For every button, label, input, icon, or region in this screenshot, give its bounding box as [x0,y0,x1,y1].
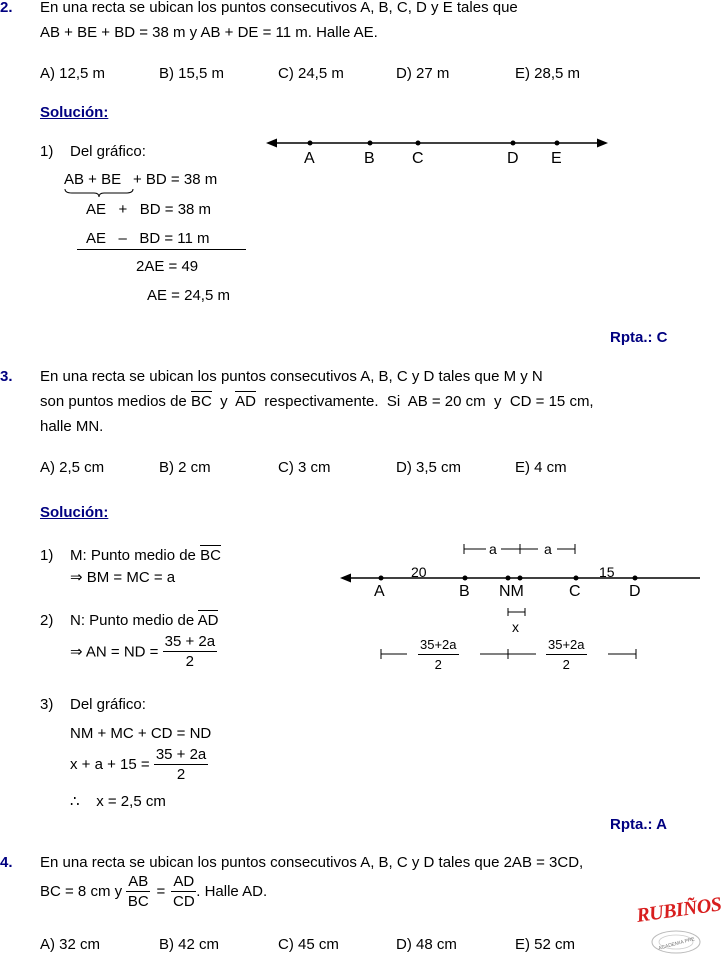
p3-option-d: D) 3,5 cm [396,459,462,476]
p3-step2-fraction [163,633,217,670]
problem-2-number: 2. [0,0,13,16]
p4-frac2-num: AD [173,873,195,890]
p2-point-c: C [412,150,424,167]
p3-step3-text: Del gráfico: [70,696,146,713]
p4-option-b: B) 42 cm [159,936,220,953]
p2-eq1-rest: + BD = 38 m [133,171,218,188]
p3-point-c: C [569,583,581,600]
problem-2-statement [40,0,672,45]
p3-eq2-frac-den: 2 [176,766,186,783]
p4-frac1-num: AB [128,873,149,890]
p3-line2-post: respectivamente. Si AB = 20 cm y CD = 15 cm, [255,393,594,410]
p3-eq2-fraction [154,746,208,783]
problem-3-line-3: halle MN. [40,418,104,435]
p2-step1-label: 1) [40,143,54,160]
p3-dim-a1: a [489,541,497,557]
p3-segment-ad: AD [235,393,256,410]
problem-3-line-1: En una recta se ubican los puntos consecutivos A, B, C y D tales que M y N [40,368,543,385]
p3-point-n-dot [506,576,511,581]
underbrace-icon [64,188,134,198]
p2-point-d: D [507,150,519,167]
p4-option-c: C) 45 cm [278,936,339,953]
p3-half-nd-den: 2 [562,657,570,672]
p2-step1-text: Del gráfico: [70,143,146,160]
p2-point-b-dot [368,141,373,146]
p4-option-a: A) 32 cm [40,936,101,953]
p3-eq2-pre: x + a + 15 = [70,756,154,773]
p3-point-c-dot [574,576,579,581]
p3-dim-x: x [512,619,519,635]
p2-answer: Rpta.: C [610,329,668,346]
p3-point-m-dot [518,576,523,581]
p2-sum-line [77,249,246,250]
p3-step1-line2: ⇒ BM = MC = a [70,569,176,586]
p3-point-b-dot [463,576,468,581]
p2-point-e: E [551,150,562,167]
p3-step2-frac-num: 35 + 2a [164,633,216,650]
p3-step1-text-main: M: Punto medio de [70,547,201,564]
p3-point-a: A [374,583,385,600]
p3-dim-a2: a [544,541,552,557]
p3-dim-20: 20 [411,564,427,580]
p3-half-nd [546,636,587,673]
problem-4-number: 4. [0,854,13,871]
p3-eq3: ∴ x = 2,5 cm [70,793,166,810]
p4-frac1-den: BC [127,893,149,910]
p4-frac2-den: CD [172,893,195,910]
p3-step2-an-nd: ⇒ AN = ND = [70,643,163,661]
p3-option-b: B) 2 cm [159,459,211,476]
p3-point-b: B [459,583,470,600]
problem-2-line-2: AB + BE + BD = 38 m y AB + DE = 11 m. Halle AE. [40,24,378,41]
p2-point-a: A [304,150,315,167]
p3-point-d: D [629,583,641,600]
p3-step1-text [70,548,221,563]
p3-step2-line2 [70,633,217,670]
p3-step2-label: 2) [40,612,54,629]
p2-option-e: E) 28,5 m [515,65,581,82]
p3-step1-label: 1) [40,547,54,564]
problem-3-number: 3. [0,368,13,385]
p3-point-a-dot [379,576,384,581]
p3-half-an-den: 2 [434,657,442,672]
problem-2-line-1: En una recta se ubican los puntos consecutivos A, B, C, D y E tales que [40,0,518,16]
p3-step2-frac-den: 2 [185,653,195,670]
p2-solution-title: Solución: [40,104,109,121]
p3-option-a: A) 2,5 cm [40,459,105,476]
rubinos-logo [635,893,723,954]
p3-number-line-diagram [340,540,700,665]
problem-4-line-2: BC = 8 cm y $\frac{AB}{BC}$ = $\frac{AD}{CD}$ . Halle AD. [40,873,268,910]
p3-line2-mid: y [211,393,236,410]
p2-point-b: B [364,150,375,167]
p2-eq4: 2AE = 49 [136,258,199,275]
p4-fraction-ab-bc [126,873,150,910]
p4-line2-post: . Halle AD. [196,883,268,900]
problem-3-statement [40,364,672,439]
p2-option-b: B) 15,5 m [159,65,225,82]
p2-option-d: D) 27 m [396,65,450,82]
p3-segment-bc: BC [190,393,212,410]
p3-solution-title: Solución: [40,504,109,521]
p2-eq2: AE + BD = 38 m [86,201,212,218]
p3-dim-15: 15 [599,564,615,580]
p3-half-nd-num: 35+2a [546,636,587,655]
p3-half-an-num: 35+2a [418,636,459,655]
problem-3-line-2 [40,389,672,414]
p3-step3-label: 3) [40,696,54,713]
p2-point-e-dot [555,141,560,146]
p2-eq5: AE = 24,5 m [147,287,230,304]
p4-option-d: D) 48 cm [396,936,457,953]
p3-step2-segment-ad: AD [197,612,219,629]
p3-half-an [418,636,459,673]
p2-point-d-dot [511,141,516,146]
p2-eq3: AE – BD = 11 m [86,230,210,247]
p3-point-nm: NM [499,583,524,600]
p3-answer: Rpta.: A [610,816,667,833]
logo-subtext: ACADEMIA PRE [657,936,696,952]
p3-eq1: NM + MC + CD = ND [70,725,212,742]
p2-option-a: A) 12,5 m [40,65,106,82]
logo-text: RUBIÑOS [635,893,723,927]
problem-4-line-1: En una recta se ubican los puntos consecutivos A, B, C y D tales que 2AB = 3CD, [40,854,584,871]
p3-eq2-frac-num: 35 + 2a [155,746,207,763]
p2-eq1-brace-term: AB + BE [64,171,122,188]
p2-point-a-dot [308,141,313,146]
p3-option-c: C) 3 cm [278,459,331,476]
p3-step2-text [70,613,218,628]
p2-option-c: C) 24,5 m [278,65,344,82]
p3-point-d-dot [633,576,638,581]
p4-option-e: E) 52 cm [515,936,576,953]
p4-line2-pre: BC = 8 cm y [40,883,127,900]
p2-number-line [266,136,608,150]
p3-line2-pre: son puntos medios de [40,393,191,410]
p3-step2-text-main: N: Punto medio de [70,612,198,629]
p2-point-c-dot [416,141,421,146]
p3-option-e: E) 4 cm [515,459,567,476]
p3-step1-segment-bc: BC [200,547,221,564]
p3-eq2 [70,746,208,783]
p4-fraction-ad-cd [171,873,196,910]
